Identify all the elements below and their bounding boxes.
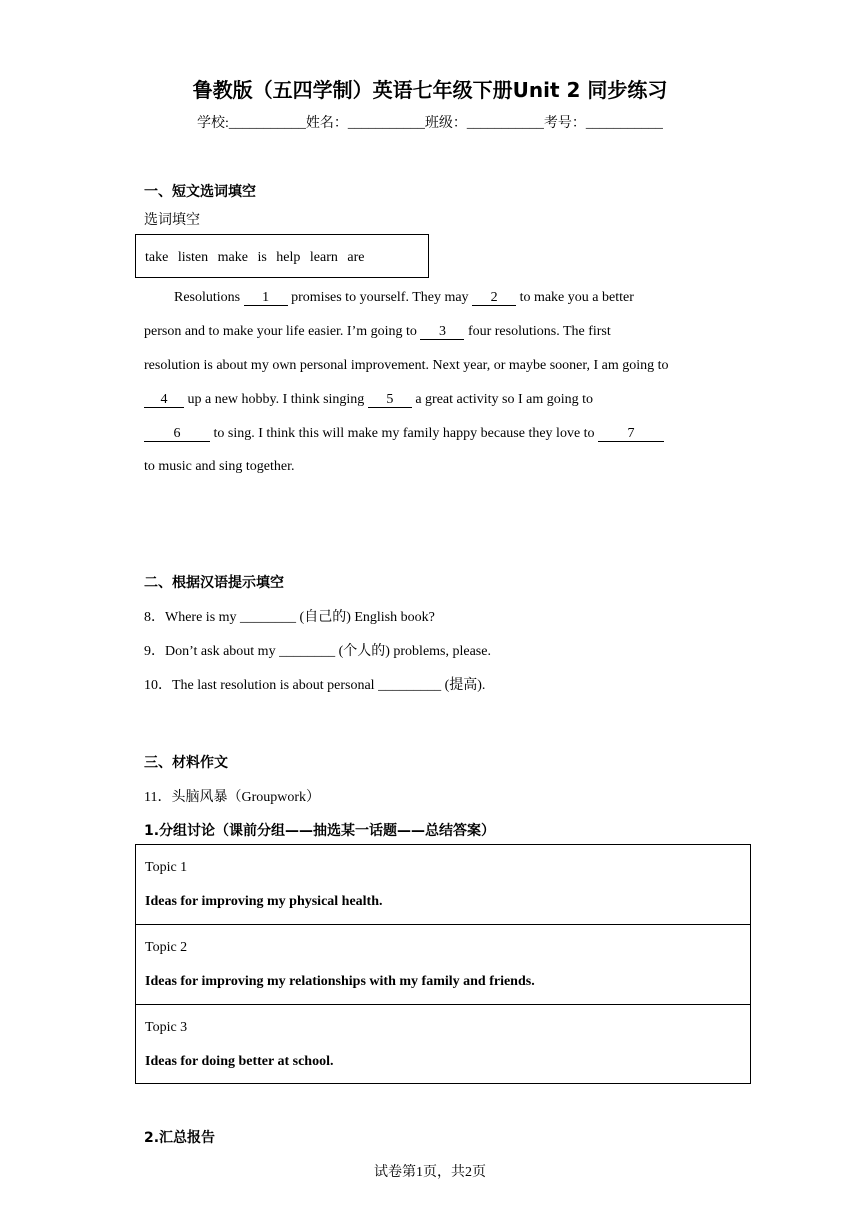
- page-title: 鲁教版（五四学制）英语七年级下册Unit 2 同步练习: [192, 78, 668, 102]
- question-11: 11．头脑风暴（Groupwork）: [144, 790, 321, 805]
- blank-3[interactable]: 3: [420, 324, 464, 340]
- topic-row: [136, 845, 750, 925]
- question-10: 10．The last resolution is about personal _________ (提高).: [144, 678, 486, 693]
- passage-line-2: person and to make your life easier. I’m going to 3 four resolutions. The first: [144, 324, 611, 339]
- part-1-heading: 1.分组讨论（课前分组——抽选某一话题——总结答案）: [144, 823, 496, 839]
- student-info-line: 学校:___________姓名：___________班级：___________考号：___________: [197, 116, 663, 131]
- topic-row: [136, 1005, 750, 1083]
- part-2-heading: 2.汇总报告: [144, 1130, 216, 1146]
- passage-line-3: resolution is about my own personal improvement. Next year, or maybe sooner, I am going to: [144, 358, 669, 373]
- blank-7[interactable]: 7: [598, 426, 664, 442]
- word-bank-box: [135, 234, 429, 278]
- topic-idea: Ideas for improving my relationships with my family and friends.: [145, 974, 535, 989]
- passage-line-4: 4 up a new hobby. I think singing 5 a great activity so I am going to: [144, 392, 593, 408]
- section-1-heading: 一、短文选词填空: [144, 184, 256, 200]
- blank-5[interactable]: 5: [368, 392, 412, 408]
- topic-label: Topic 2: [145, 940, 188, 955]
- page-footer: 试卷第1页，共2页: [374, 1165, 486, 1180]
- topic-idea: Ideas for doing better at school.: [145, 1054, 334, 1069]
- section-1-subheading: 选词填空: [144, 213, 200, 228]
- passage-line-1: Resolutions 1 promises to yourself. They may 2 to make you a better: [174, 290, 634, 305]
- blank-4[interactable]: 4: [144, 392, 184, 408]
- section-3-heading: 三、材料作文: [144, 755, 228, 771]
- blank-1[interactable]: 1: [244, 290, 288, 306]
- topic-label: Topic 1: [145, 860, 188, 875]
- topic-row: [136, 925, 750, 1005]
- topic-label: Topic 3: [145, 1020, 188, 1035]
- topics-table: [135, 844, 751, 1084]
- question-9: 9．Don’t ask about my ________ (个人的) problems, please.: [144, 644, 491, 659]
- passage-line-5: 6 to sing. I think this will make my family happy because they love to 7: [144, 426, 664, 442]
- blank-2[interactable]: 2: [472, 290, 516, 306]
- question-8: 8．Where is my ________ (自己的) English book?: [144, 610, 435, 625]
- passage-line-6: to music and sing together.: [144, 459, 295, 474]
- section-2-heading: 二、根据汉语提示填空: [144, 575, 284, 591]
- word-bank: take listen make is help learn are: [145, 250, 365, 265]
- blank-6[interactable]: 6: [144, 426, 210, 442]
- topic-idea: Ideas for improving my physical health.: [145, 894, 383, 909]
